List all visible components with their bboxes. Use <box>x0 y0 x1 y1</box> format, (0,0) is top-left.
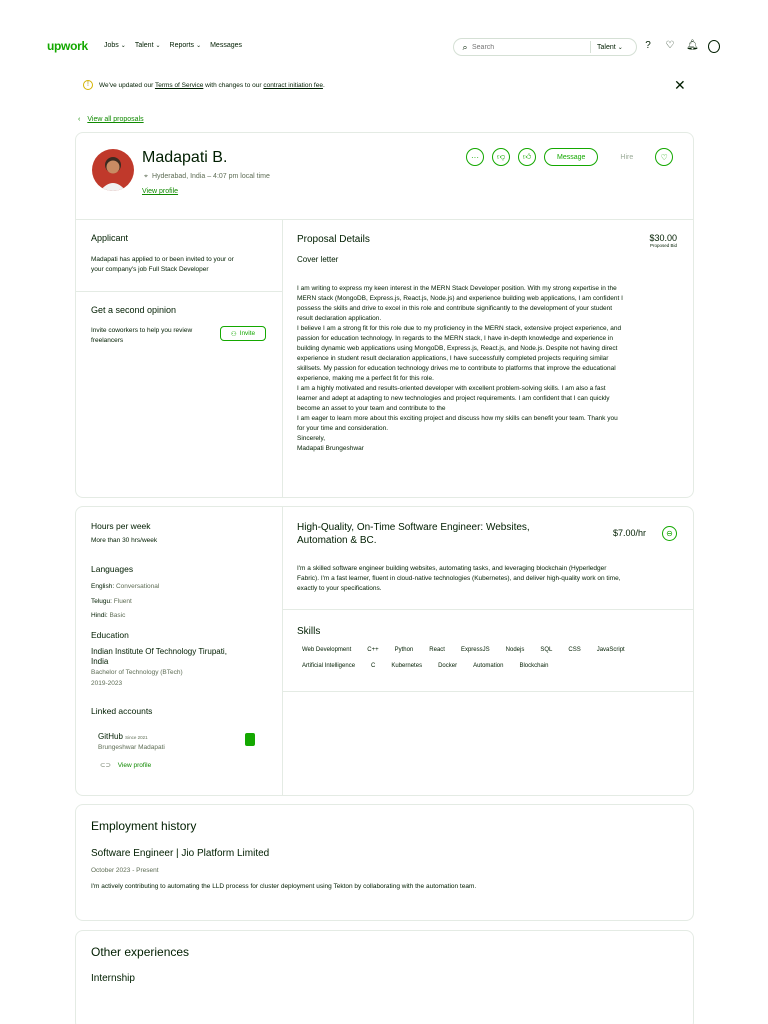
skill-tag[interactable]: C++ <box>367 647 379 653</box>
thumbs-up-button[interactable]: 👍︎ <box>518 148 536 166</box>
tos-link[interactable]: Terms of Service <box>154 81 204 89</box>
nav-messages[interactable]: Messages <box>210 42 242 49</box>
banner-text: We've updated our Terms of Service with changes to our contract initiation fee. <box>99 81 325 89</box>
applicant-title: Applicant <box>91 233 129 243</box>
experience-item: Internship <box>91 973 135 984</box>
github-verified-icon <box>245 733 255 746</box>
github-account: GitHub Since 2021 <box>98 732 148 741</box>
job-dates: October 2023 - Present <box>91 867 159 874</box>
chevron-left-icon: ‹ <box>78 116 81 123</box>
education-years: 2019-2023 <box>91 680 123 687</box>
view-profile-link[interactable]: View profile <box>142 188 179 195</box>
chevron-down-icon: ⌄ <box>155 43 161 49</box>
nav-talent[interactable]: Talent ⌄ <box>134 42 161 49</box>
chevron-down-icon: ⌄ <box>196 43 202 49</box>
nav-reports[interactable]: Reports ⌄ <box>169 42 202 49</box>
fee-link[interactable]: contract initiation fee <box>263 81 323 89</box>
profile-details-card <box>75 506 694 796</box>
applicant-text: Madapati has applied to or been invited to your or your company's job Full Stack Developer <box>91 256 234 273</box>
search-input[interactable] <box>472 44 590 51</box>
cover-letter-title: Cover letter <box>297 255 339 264</box>
thumbs-down-button[interactable]: 👎︎ <box>492 148 510 166</box>
profile-actions <box>466 148 673 166</box>
location-pin-icon: ⌖ <box>144 173 148 180</box>
language-item: Hindi: Basic <box>91 612 126 619</box>
close-icon[interactable]: ✕ <box>674 77 686 93</box>
second-opinion-title: Get a second opinion <box>91 305 177 315</box>
edit-rate-button[interactable]: ⊖ <box>662 526 677 541</box>
search-bar <box>453 38 637 56</box>
chevron-down-icon: ⌄ <box>617 44 623 51</box>
main-nav <box>104 42 242 49</box>
linked-accounts-title: Linked accounts <box>91 706 153 716</box>
message-button[interactable]: Message <box>544 148 598 166</box>
divider <box>76 291 282 292</box>
employment-history-card <box>75 804 694 921</box>
tos-banner <box>83 80 325 90</box>
header-icons <box>642 40 720 53</box>
skill-tag[interactable]: SQL <box>540 647 553 653</box>
other-experiences-title: Other experiences <box>91 945 190 959</box>
github-view-profile[interactable]: ⊂⊃ View profile <box>100 762 152 769</box>
languages-title: Languages <box>91 564 134 574</box>
profile-headline: High-Quality, On-Time Software Engineer: Websites, Automation & BC. <box>297 522 530 546</box>
proposal-details-title: Proposal Details <box>297 234 370 245</box>
add-user-icon: ⚇ <box>230 330 237 338</box>
job-description: I'm actively contributing to automating the LLD process for cluster deployment using Tekton by collaborating with the automation team. <box>91 883 477 890</box>
proposal-card <box>75 132 694 498</box>
bid-label: Proposed Bid <box>649 243 677 248</box>
second-opinion-text: Invite coworkers to help you review freelancers <box>91 327 193 344</box>
skill-tag[interactable]: Web Development <box>302 647 352 653</box>
user-icon[interactable] <box>708 40 720 53</box>
github-username: Brungeshwar Madapati <box>98 744 165 751</box>
freelancer-name: Madapati B. <box>142 149 228 166</box>
education-title: Education <box>91 630 129 640</box>
degree: Bachelor of Technology (BTech) <box>91 669 183 676</box>
back-link[interactable] <box>78 116 144 123</box>
divider <box>282 219 283 497</box>
skills-list <box>297 645 687 671</box>
skills-title: Skills <box>297 626 321 637</box>
location: ⌖ Hyderabad, India – 4:07 pm local time <box>144 173 270 180</box>
skill-tag[interactable]: React <box>429 647 445 653</box>
skill-tag[interactable]: JavaScript <box>596 647 625 653</box>
bell-icon[interactable]: 🔔︎ <box>686 40 699 51</box>
school-name: Indian Institute Of Technology Tirupati, India <box>91 647 227 666</box>
skill-tag[interactable]: Kubernetes <box>391 663 423 669</box>
other-experiences-card <box>75 930 694 1024</box>
save-heart-button[interactable]: ♡ <box>655 148 673 166</box>
bid-amount: $30.00 <box>649 233 677 243</box>
proposed-bid <box>649 233 677 248</box>
divider <box>282 609 693 610</box>
skill-tag[interactable]: ExpressJS <box>460 647 490 653</box>
search-scope-dropdown[interactable]: Talent ⌄ <box>597 43 623 51</box>
view-all-proposals-link[interactable]: View all proposals <box>87 116 144 123</box>
divider <box>282 691 693 692</box>
skill-tag[interactable]: Python <box>394 647 414 653</box>
cover-letter-text: I am writing to express my keen interest in the MERN Stack Developer position. With my strong expertise in the MERN stack (MongoDB, Express.js, React.js, Node.js) and experience building web applications, I am confident I possess the skills and drive to excel in this role and contribute significantly to the development of your student result declaration application. I believe I am a strong fit for this role due to my proficiency in the MERN stack, extensive project experience, and passion for education technology. In regards to the MERN stack, I have in-depth knowledge and experience in building dynamic web applications using MongoDB, Express.js, React.js, and Node.js. Despite not having direct experience in student result declaration applications, I have successfully completed projects requiring similar skillsets. My passion for education technology drives me to contribute to platforms that improve the educational experience, making me a perfect fit for this role. I am a highly motivated and results-oriented developer with excellent problem-solving skills. I am also a fast learner and adept at adapting to new technologies and project requirements. I am confident that I can quickly become an asset to your team and contribute to the I am eager to learn more about this exciting project and discuss how my skills can benefit your team. Thank you for your time and consideration. Sincerely, Madapati Brungeshwar <box>297 285 623 452</box>
language-item: Telugu: Fluent <box>91 597 132 605</box>
language-item: English: Conversational <box>91 583 160 590</box>
help-icon[interactable]: ? <box>645 40 651 51</box>
divider <box>282 507 283 795</box>
chevron-down-icon: ⌄ <box>120 43 126 49</box>
heart-icon[interactable]: ♡ <box>665 40 675 51</box>
skill-tag[interactable]: Nodejs <box>505 647 525 653</box>
skill-tag[interactable]: Blockchain <box>519 663 549 669</box>
skill-tag[interactable]: Docker <box>438 663 458 669</box>
skill-tag[interactable]: Artificial Intelligence <box>302 663 356 669</box>
upwork-logo[interactable]: upwork <box>47 39 88 53</box>
skill-tag[interactable]: C <box>371 663 376 669</box>
skill-tag[interactable]: CSS <box>568 647 581 653</box>
languages-list <box>91 580 159 624</box>
link-icon: ⊂⊃ <box>100 762 111 769</box>
job-title: Software Engineer | Jio Platform Limited <box>91 848 270 859</box>
nav-jobs[interactable]: Jobs ⌄ <box>104 42 126 49</box>
employment-title: Employment history <box>91 819 197 833</box>
skill-tag[interactable]: Automation <box>473 663 504 669</box>
avatar <box>92 149 134 191</box>
search-icon: ⌕ <box>462 41 468 52</box>
profile-overview: I'm a skilled software engineer building websites, automating tasks, and leveraging blockchain (Hyperledger Fabric). I'm a fast learner, fluent in cloud-native technologies (Kubernetes), and deliver high-quality work on time, exactly to your specifications. <box>297 565 621 592</box>
divider <box>76 219 693 220</box>
hourly-rate: $7.00/hr <box>613 528 647 538</box>
invite-button[interactable]: ⚇ Invite <box>220 326 266 341</box>
hours-value: More than 30 hrs/week <box>91 537 158 544</box>
hire-button[interactable]: Hire <box>620 153 634 161</box>
warning-icon: ! <box>83 80 93 90</box>
hours-title: Hours per week <box>91 521 151 531</box>
more-options-button[interactable]: ··· <box>466 148 484 166</box>
